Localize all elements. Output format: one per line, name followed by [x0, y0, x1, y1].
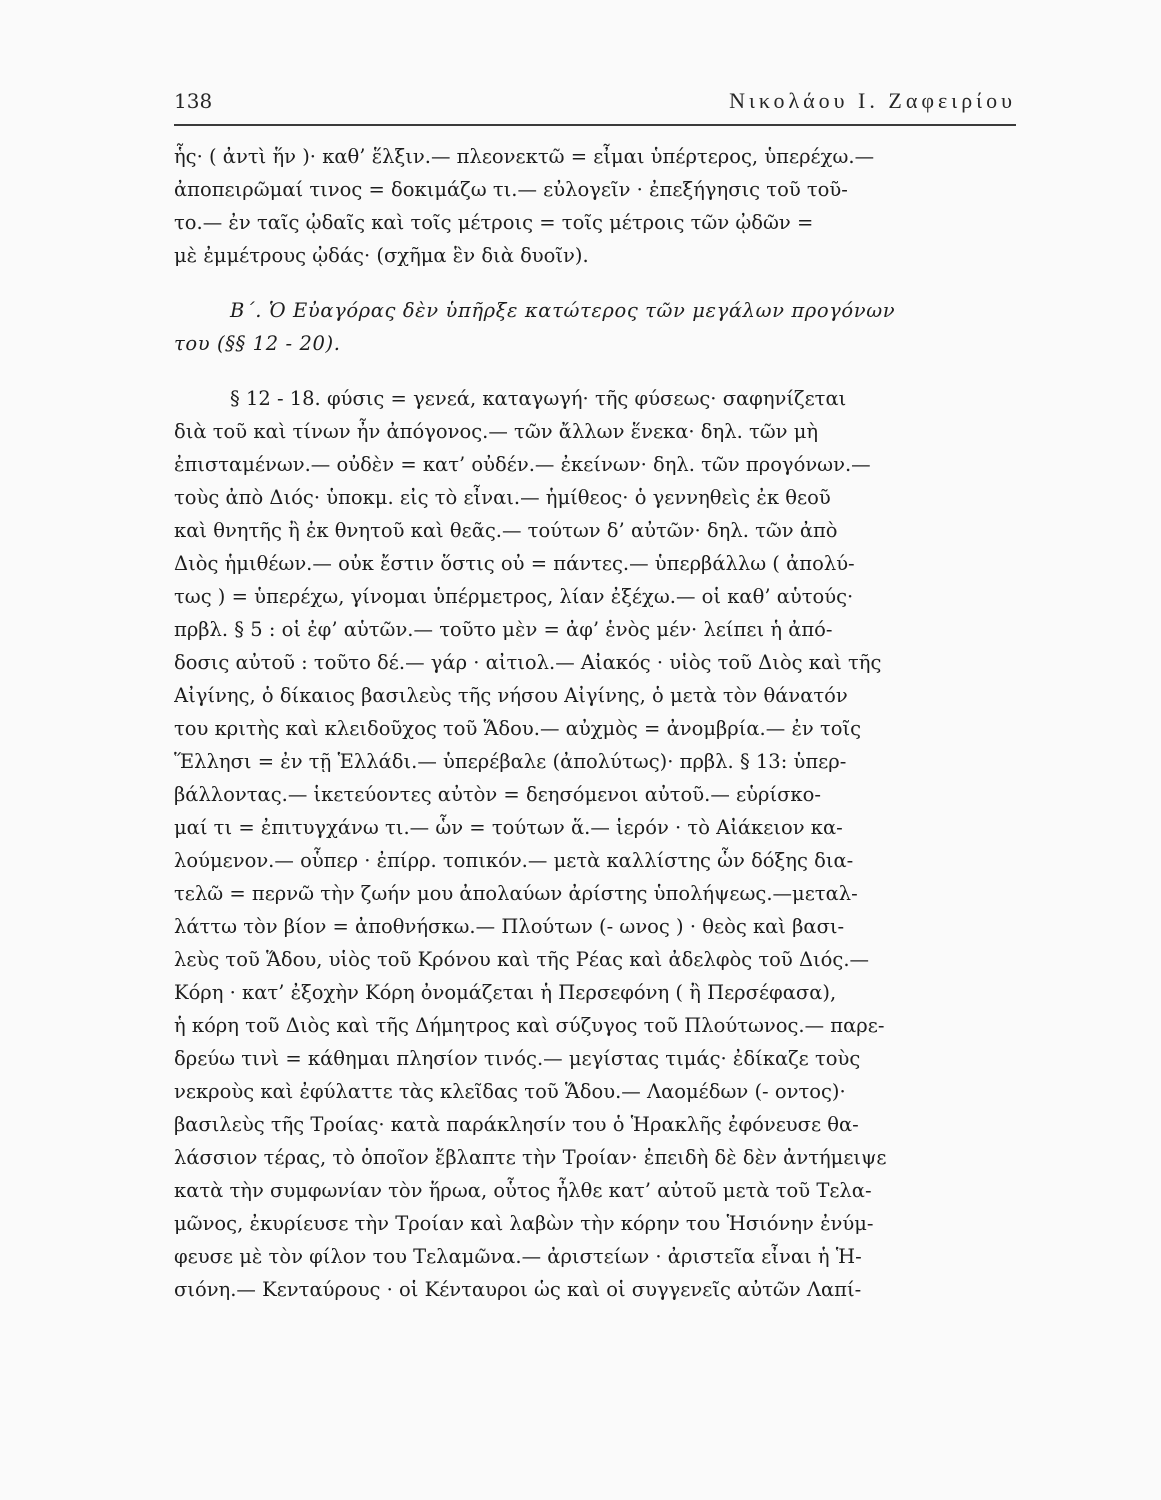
text-line: λεὺς τοῦ Ἅδου, υἱὸς τοῦ Κρόνου καὶ τῆς Ρέας καὶ ἀδελφὸς τοῦ Διός.— — [174, 948, 870, 971]
text-line: δρεύω τινὶ = κάθημαι πλησίον τινός.— μεγίστας τιμάς· ἐδίκαζε τοὺς — [174, 1047, 861, 1070]
text-line: νεκροὺς καὶ ἐφύλαττε τὰς κλεῖδας τοῦ Ἅδου.— Λαομέδων (- οντος)· — [174, 1080, 846, 1103]
text-line: βάλλοντας.— ἱκετεύοντες αὐτὸν = δεησόμενοι αὐτοῦ.— εὑρίσκο- — [174, 783, 821, 806]
text-line: δοσις αὐτοῦ : τοῦτο δέ.— γάρ · αἰτιολ.— Αἰακός · υἱὸς τοῦ Διὸς καὶ τῆς — [174, 651, 882, 674]
text-line: μαί τι = ἐπιτυγχάνω τι.— ὧν = τούτων ἅ.— ἱερόν · τὸ Αἰάκειον κα- — [174, 816, 843, 839]
text-line: λάσσιον τέρας, τὸ ὁποῖον ἔβλαπτε τὴν Τροίαν· ἐπειδὴ δὲ δὲν ἀντήμειψε — [174, 1146, 887, 1169]
text-line: μὲ ἐμμέτρους ᾠδάς· (σχῆμα ἓν διὰ δυοῖν). — [174, 244, 589, 267]
paragraph-start-line: § 12 - 18. φύσις = γενεά, καταγωγή· τῆς φύσεως· σαφηνίζεται — [230, 387, 847, 410]
running-title: Νικολάου Ι. Ζαφειρίου — [729, 88, 1016, 113]
page-header — [174, 88, 1016, 118]
text-line: τοὺς ἀπὸ Διός· ὑποκμ. εἰς τὸ εἶναι.— ἡμίθεος· ὁ γεννηθεὶς ἐκ θεοῦ — [174, 486, 831, 509]
text-line: τως ) = ὑπερέχω, γίνομαι ὑπέρμετρος, λίαν ἐξέχω.— οἱ καθ’ αὑτούς· — [174, 585, 854, 608]
text-line: του κριτὴς καὶ κλειδοῦχος τοῦ Ἅδου.— αὐχμὸς = ἀνομβρία.— ἐν τοῖς — [174, 717, 862, 740]
text-line: Διὸς ἡμιθέων.— οὐκ ἔστιν ὅστις οὐ = πάντες.— ὑπερβάλλω ( ἀπολύ- — [174, 552, 855, 575]
text-line: πρβλ. § 5 : οἱ ἐφ’ αὑτῶν.— τοῦτο μὲν = ἀφ’ ἑνὸς μέν· λείπει ἡ ἀπό- — [174, 618, 833, 641]
text-line: λάττω τὸν βίον = ἀποθνήσκω.— Πλούτων (- ωνος ) · θεὸς καὶ βασι- — [174, 915, 845, 938]
page-body — [174, 140, 1016, 1306]
text-line: καὶ θνητῆς ἢ ἐκ θνητοῦ καὶ θεᾶς.— τούτων δ’ αὐτῶν· δηλ. τῶν ἀπὸ — [174, 519, 838, 542]
text-line: ἡ κόρη τοῦ Διὸς καὶ τῆς Δήμητρος καὶ σύζυγος τοῦ Πλούτωνος.— παρε- — [174, 1014, 885, 1037]
text-line: βασιλεὺς τῆς Τροίας· κατὰ παράκλησίν του ὁ Ἡρακλῆς ἐφόνευσε θα- — [174, 1113, 859, 1136]
section-heading-line: του (§§ 12 - 20). — [174, 332, 341, 355]
text-line: ἧς· ( ἀντὶ ἥν )· καθ’ ἕλξιν.— πλεονεκτῶ = εἶμαι ὑπέρτερος, ὑπερέχω.— — [174, 145, 875, 168]
text-line: διὰ τοῦ καὶ τίνων ἦν ἀπόγονος.— τῶν ἄλλων ἕνεκα· δηλ. τῶν μὴ — [174, 420, 819, 443]
text-line: σιόνη.— Κενταύρους · οἱ Κένταυροι ὡς καὶ οἱ συγγενεῖς αὐτῶν Λαπί- — [174, 1278, 862, 1301]
text-line: μῶνος, ἐκυρίευσε τὴν Τροίαν καὶ λαβὼν τὴν κόρην του Ἡσιόνην ἐνύμ- — [174, 1212, 874, 1235]
text-line: κατὰ τὴν συμφωνίαν τὸν ἥρωα, οὗτος ἦλθε κατ’ αὐτοῦ μετὰ τοῦ Τελα- — [174, 1179, 872, 1202]
text-line: ἀποπειρῶμαί τινος = δοκιμάζω τι.— εὐλογεῖν · ἐπεξήγησις τοῦ τοῦ- — [174, 178, 848, 201]
text-line: Αἰγίνης, ὁ δίκαιος βασιλεὺς τῆς νήσου Αἰγίνης, ὁ μετὰ τὸν θάνατόν — [174, 684, 848, 707]
text-line: ἐπισταμένων.— οὐδὲν = κατ’ οὐδέν.— ἐκείνων· δηλ. τῶν προγόνων.— — [174, 453, 871, 476]
text-line: λούμενον.— οὗπερ · ἐπίρρ. τοπικόν.— μετὰ καλλίστης ὧν δόξης δια- — [174, 849, 854, 872]
section-heading-line: Β΄. Ὁ Εὐαγόρας δὲν ὑπῆρξε κατώτερος τῶν μεγάλων προγόνων — [230, 299, 896, 322]
page-number: 138 — [174, 89, 213, 113]
text-line: το.— ἐν ταῖς ᾠδαῖς καὶ τοῖς μέτροις = τοῖς μέτροις τῶν ᾠδῶν = — [174, 211, 814, 234]
text-line: Ἕλλησι = ἐν τῇ Ἑλλάδι.— ὑπερέβαλε (ἀπολύτως)· πρβλ. § 13: ὑπερ- — [174, 750, 847, 773]
text-line: τελῶ = περνῶ τὴν ζωήν μου ἀπολαύων ἀρίστης ὑπολήψεως.—μεταλ- — [174, 882, 858, 905]
text-line: φευσε μὲ τὸν φίλον του Τελαμῶνα.— ἀριστείων · ἀριστεῖα εἶναι ἡ Ἡ- — [174, 1245, 862, 1268]
header-rule — [174, 124, 1016, 126]
text-line: Κόρη · κατ’ ἐξοχὴν Κόρη ὀνομάζεται ἡ Περσεφόνη ( ἢ Περσέφασα), — [174, 981, 837, 1004]
